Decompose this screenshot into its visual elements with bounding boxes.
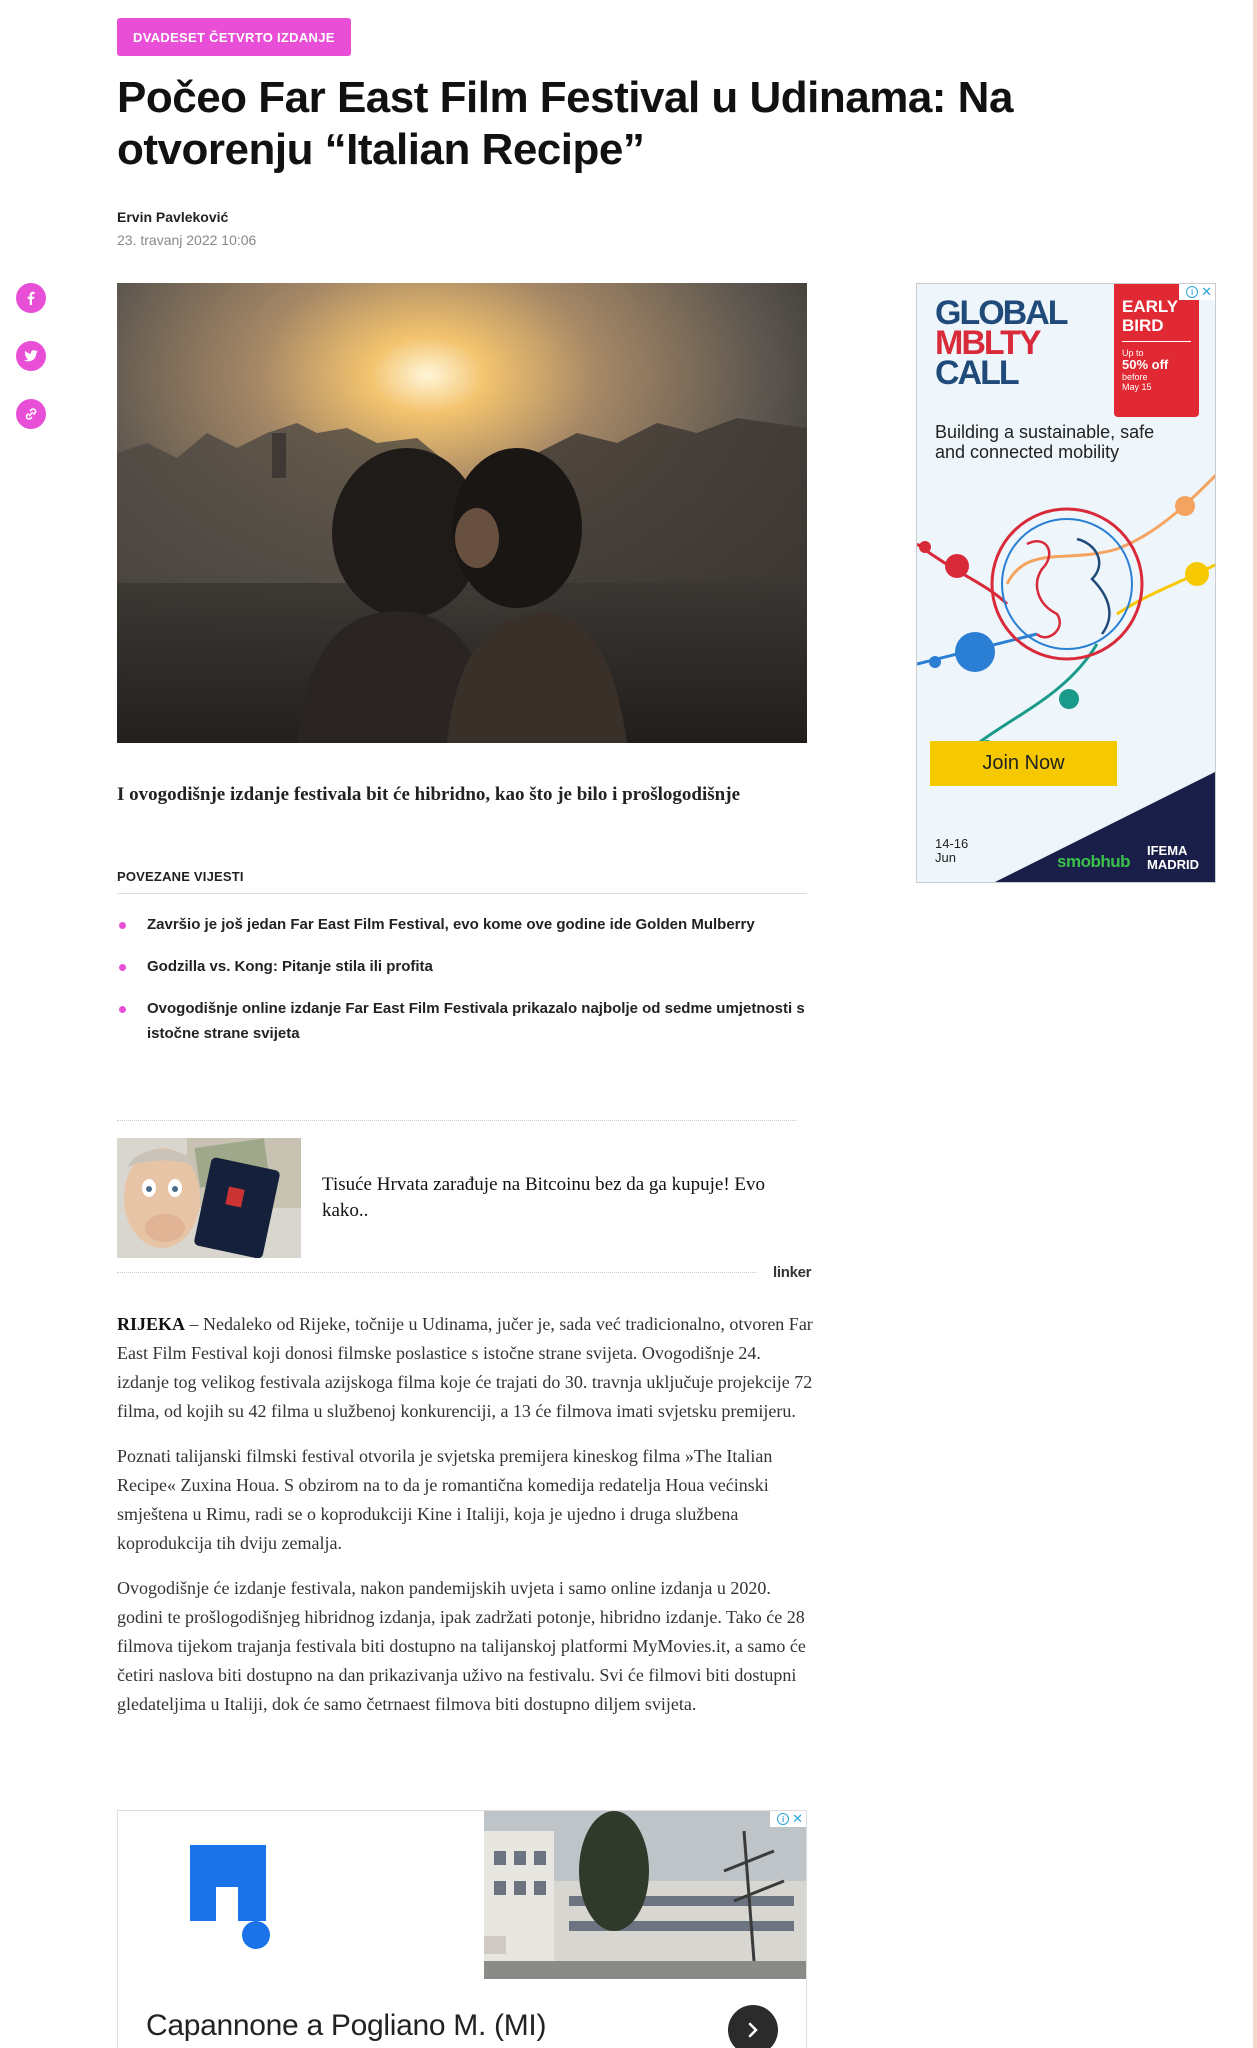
related-link[interactable]: Ovogodišnje online izdanje Far East Film Festivala prikazalo najbolje od sedme umjetnosti s istočne strane svijeta xyxy=(117,996,807,1046)
sidebar-ad[interactable] xyxy=(916,283,1216,883)
divider xyxy=(117,1272,757,1273)
chevron-right-icon xyxy=(744,2021,762,2039)
body-paragraph: RIJEKA – Nedaleko od Rijeke, točnije u Udinama, jučer je, sada već tradicionalno, otvoren Far East Film Festival koji donosi filmske poslastice s istočne strane svijeta. Ovogodišnje 24. izdanje tog velikog festivala azijskoga filma koje će trajati do 30. travnja uključuje projekcije 72 filma, od kojih su 42 filma u službenoj konkurenciji, a 13 će filmova imati svjetsku premijeru. xyxy=(117,1314,813,1421)
divider xyxy=(117,893,807,894)
bottom-ad[interactable] xyxy=(117,1810,807,2048)
info-icon[interactable]: i xyxy=(777,1813,789,1825)
sponsor-logo: IFEMA MADRID xyxy=(1147,843,1199,872)
ad-choices[interactable] xyxy=(770,1811,806,1827)
facebook-icon xyxy=(23,290,39,306)
copy-link-button[interactable] xyxy=(16,399,46,429)
twitter-icon xyxy=(23,348,39,364)
ad-tagline: Building a sustainable, safe and connected mobility xyxy=(935,422,1155,462)
body-paragraph: Poznati talijanski filmski festival otvorila je svjetska premijera kineskog filma »The Italian Recipe« Zuxina Houa. S obzirom na to da je romantična komedija redatelja Houa većinski smještena u Rimu, radi se o koprodukciji Kine i Italiji, koja je ujedno i druga službena koprodukcija tih dviju zemalja. xyxy=(117,1446,773,1553)
article-body xyxy=(117,1310,817,1735)
related-list xyxy=(117,912,807,1063)
ad-headline[interactable]: Capannone a Pogliano M. (MI) xyxy=(146,2009,547,2042)
share-facebook-button[interactable] xyxy=(16,283,46,313)
related-link[interactable]: Završio je još jedan Far East Film Festival, evo kome ove godine ide Golden Mulberry xyxy=(117,912,807,937)
early-bird-badge: EARLY BIRD Up to 50% off before May 15 xyxy=(1114,284,1199,417)
promo-thumbnail[interactable] xyxy=(117,1138,301,1258)
article-title: Počeo Far East Film Festival u Udinama: Na otvorenju “Italian Recipe” xyxy=(117,73,1013,174)
ad-choices[interactable] xyxy=(1179,284,1215,300)
related-heading: POVEZANE VIJESTI xyxy=(117,869,244,884)
dateline: RIJEKA xyxy=(117,1314,186,1334)
ad-logo: GLOBAL MBLTY CALL xyxy=(935,294,1067,392)
next-button[interactable] xyxy=(728,2005,778,2048)
close-icon[interactable]: ✕ xyxy=(792,1811,803,1826)
divider xyxy=(117,1120,797,1121)
share-twitter-button[interactable] xyxy=(16,341,46,371)
category-badge[interactable]: DVADESET ČETVRTO IZDANJE xyxy=(117,18,351,56)
hero-image xyxy=(117,283,807,743)
link-icon xyxy=(23,406,39,422)
article-lead: I ovogodišnje izdanje festivala bit će hibridno, kao što je bilo i prošlogodišnje xyxy=(117,784,741,805)
author-name[interactable]: Ervin Pavleković xyxy=(117,209,229,225)
close-icon[interactable]: ✕ xyxy=(1201,284,1212,299)
ad-photo xyxy=(484,1811,807,1979)
sponsor-logo: smobhub xyxy=(1057,852,1130,871)
promo-headline[interactable]: Tisuće Hrvata zarađuje na Bitcoinu bez da ga kupuje! Evo kako.. xyxy=(322,1174,766,1221)
ad-globe-illustration xyxy=(917,444,1216,764)
info-icon[interactable]: i xyxy=(1186,286,1198,298)
join-now-button[interactable]: Join Now xyxy=(930,741,1117,786)
linker-logo[interactable]: linker xyxy=(773,1264,812,1281)
body-paragraph: Ovogodišnje će izdanje festivala, nakon pandemijskih uvjeta i samo online izdanja u 2020. godini te prošlogodišnjeg hibridnog izdanja, ipak zadržati potonje, hibridno izdanje. Tako će 28 filmova tijekom trajanja festivala biti dostupno na talijanskoj platformi MyMovies.it, a samo će četiri naslova biti dostupno na dan prikazivanja uživo na festivalu. Svi će filmovi biti dostupni gledateljima u Italiji, dok će samo četrnaest filmova biti dostupno diljem svijeta. xyxy=(117,1578,806,1714)
related-link[interactable]: Godzilla vs. Kong: Pitanje stila ili profita xyxy=(117,954,807,979)
ad-dates: 14-16 Jun xyxy=(935,836,969,865)
publish-date: 23. travanj 2022 10:06 xyxy=(117,232,257,248)
advertiser-logo xyxy=(186,1841,270,1951)
page-edge-strip xyxy=(1253,0,1257,2048)
